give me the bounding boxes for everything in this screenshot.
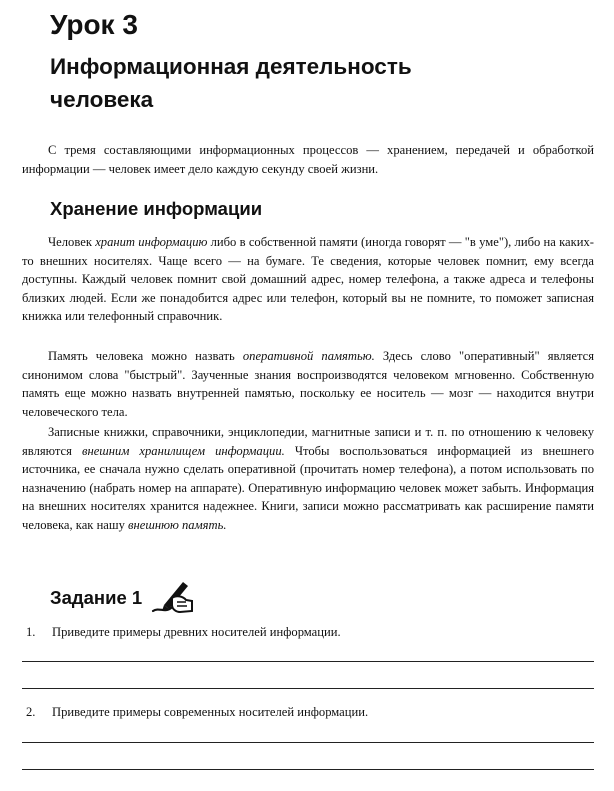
task-question-2 — [26, 704, 596, 720]
task-heading — [50, 578, 196, 618]
emphasis-term: оперативной памятью. — [242, 349, 375, 363]
question-number: 2. — [26, 705, 36, 719]
topic-title-line1: Информационная деятельность — [50, 54, 412, 79]
storage-paragraph-3 — [22, 423, 594, 535]
paragraph-text: Здесь слово "оперативный" является синонимом слова "быстрый". Заученные знания воспроизводятся человеком мгновенно. Собственную память еще можно назвать внутренней памятью, поскольку ее носитель — мозг — находится внутри человеческого тела. — [22, 349, 594, 419]
question-text: Приведите примеры древних носителей информации. — [52, 625, 341, 639]
paragraph-text: Чтобы воспользоваться информацией из внешнего источника, ее сначала нужно сделать оперативной (прочитать номер телефона), а потом использовать по назначению (набрать номер на аппарате). Оперативную информацию человек может забыть. Информация на внешних носителях хранится надежнее. Книги, записи можно рассматривать как расширение памяти человека, как нашу — [22, 443, 595, 532]
lesson-title: Урок 3 — [50, 9, 138, 40]
task-title: Задание 1 — [50, 587, 143, 608]
answer-line[interactable] — [22, 661, 594, 662]
answer-line[interactable] — [22, 769, 594, 770]
answer-line[interactable] — [22, 688, 594, 689]
emphasis-term: хранит информацию — [95, 235, 208, 249]
writing-hand-icon — [150, 578, 196, 618]
topic-title-line2: человека — [50, 87, 154, 112]
question-text: Приведите примеры современных носителей информации. — [52, 705, 369, 719]
paragraph-text: Память человека можно назвать — [48, 349, 243, 363]
emphasis-term: внешнюю память. — [128, 517, 227, 532]
paragraph-text: Человек — [48, 235, 96, 249]
emphasis-term: внешним хранилищем информации. — [81, 443, 285, 458]
section-heading-storage: Хранение информации — [50, 198, 263, 219]
topic-title — [50, 50, 570, 116]
paragraph-text: либо в собственной памяти (иногда говорят — "в уме"), либо на каких-то внешних носителях. Чаще всего — на бумаге. Те сведения, которые человек помнит, ему всегда доступны. Каждый человек помнит свой домашний адрес, номер телефона, а также адреса и телефоны близких людей. Если же понадобится адрес или телефон, который вы не помните, то поможет записная книжка или телефонный справочник. — [22, 235, 594, 324]
question-number: 1. — [26, 625, 36, 639]
task-question-1 — [26, 624, 596, 640]
intro-paragraph: С тремя составляющими информационных процессов — хранением, передачей и обработкой информации — человек имеет дело каждую секунду своей жизни. — [22, 143, 594, 176]
storage-paragraph-2 — [22, 347, 594, 421]
paragraph-text: Записные книжки, справочники, энциклопедии, магнитные записи и т. п. по отношению к человеку являются — [22, 425, 594, 458]
storage-paragraph-1 — [22, 233, 594, 326]
answer-line[interactable] — [22, 742, 594, 743]
